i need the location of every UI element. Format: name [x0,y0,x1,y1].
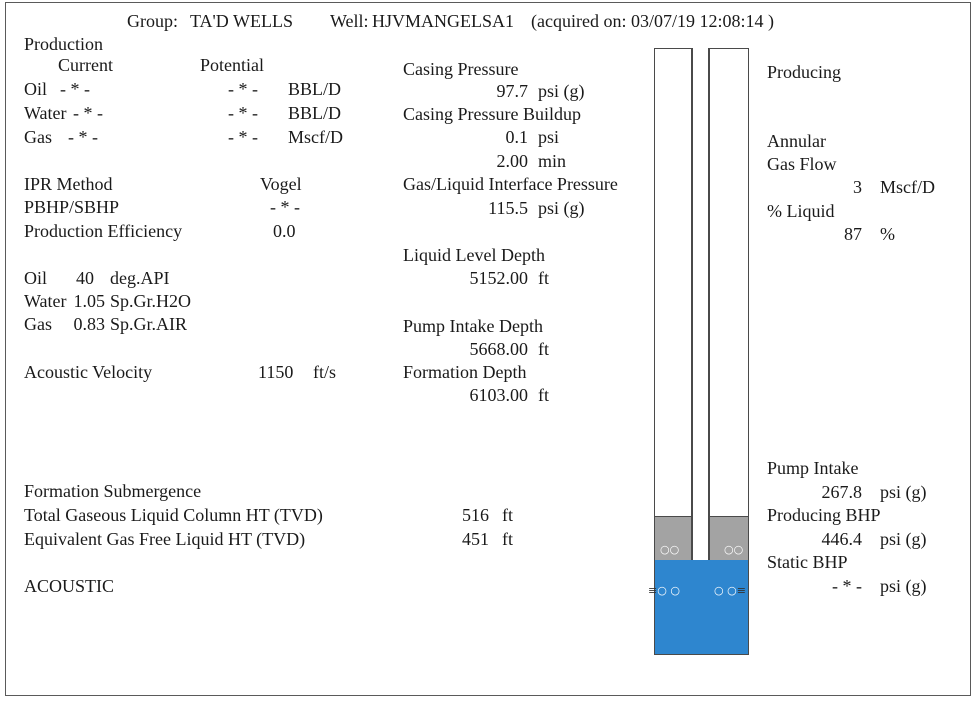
gas-bubbles-upper: ○○ [660,543,680,556]
equivalent-gas-free-unit: ft [502,529,513,549]
liquid-level-depth-value: 5152.00 [469,268,528,288]
formation-depth-value: 6103.00 [469,385,528,405]
production-water-label: Water [24,103,67,123]
pbhp-sbhp-label: PBHP/SBHP [24,197,120,217]
well-label: Well: [330,11,369,31]
equivalent-gas-free-label: Equivalent Gas Free Liquid HT (TVD) [24,529,306,549]
fluid-gas-unit: Sp.Gr.AIR [110,314,188,334]
pbhp-sbhp-value: - * - [270,197,300,217]
percent-liquid-label: % Liquid [767,201,835,221]
interface-pressure-label: Gas/Liquid Interface Pressure [403,174,618,194]
producing-bhp-value: 446.4 [821,529,862,549]
annular-gas-flow-value: 3 [853,177,862,197]
acoustic-velocity-unit: ft/s [313,362,337,382]
gas-flow-label: Gas Flow [767,154,837,174]
casing-pressure-buildup-label: Casing Pressure Buildup [403,104,581,124]
production-gas-potential: - * - [228,127,258,147]
production-col-current: Current [58,55,113,75]
total-gaseous-column-value: 516 [462,505,489,525]
casing-pressure-unit: psi (g) [538,81,585,101]
acoustic-velocity-label: Acoustic Velocity [24,362,153,382]
interface-pressure-value: 115.5 [488,198,528,218]
production-efficiency-label: Production Efficiency [24,221,183,241]
casing-pressure-buildup-value: 0.1 [505,127,528,147]
group-label: Group: [127,11,178,31]
percent-liquid-value: 87 [844,224,862,244]
buildup-time-unit: min [538,151,567,171]
tubing-bore [693,48,708,560]
formation-depth-unit: ft [538,385,549,405]
equivalent-gas-free-value: 451 [462,529,489,549]
casing-pressure-label: Casing Pressure [403,59,519,79]
production-gas-current: - * - [68,127,98,147]
casing-pressure-buildup-unit: psi [538,127,560,147]
percent-liquid-unit: % [880,224,895,244]
fluid-water-unit: Sp.Gr.H2O [110,291,192,311]
formation-submergence-title: Formation Submergence [24,481,202,501]
buildup-time-value: 2.00 [496,151,528,171]
perforations-right: ○ ○≡ [714,584,746,597]
production-water-potential: - * - [228,103,258,123]
production-efficiency-value: 0.0 [273,221,296,241]
static-bhp-unit: psi (g) [880,576,927,596]
static-bhp-value: - * - [832,576,862,596]
interface-pressure-unit: psi (g) [538,198,585,218]
production-oil-potential: - * - [228,79,258,99]
total-gaseous-column-label: Total Gaseous Liquid Column HT (TVD) [24,505,323,525]
tubing-right-wall [708,48,710,560]
well-value: HJVMANGELSA1 [372,11,515,31]
fluid-oil-value: 40 [76,268,94,288]
production-col-potential: Potential [200,55,264,75]
casing-pressure-value: 97.7 [496,81,528,101]
producing-bhp-label: Producing BHP [767,505,881,525]
fluid-gas-label: Gas [24,314,52,334]
static-bhp-label: Static BHP [767,552,848,572]
pump-intake-depth-unit: ft [538,339,549,359]
gas-bubbles-upper-right: ○○ [724,543,744,556]
pump-intake-value: 267.8 [821,482,862,502]
perforations-left: ≡○ ○ [648,584,680,597]
annular-gas-flow-unit: Mscf/D [880,177,935,197]
production-water-unit: BBL/D [288,103,342,123]
formation-depth-label: Formation Depth [403,362,527,382]
pump-intake-depth-value: 5668.00 [469,339,528,359]
fluid-gas-value: 0.83 [73,314,105,334]
acoustic-mode-label: ACOUSTIC [24,576,115,596]
liquid-level-depth-unit: ft [538,268,549,288]
pump-intake-unit: psi (g) [880,482,927,502]
fluid-water-value: 1.05 [73,291,105,311]
group-value: TA'D WELLS [190,11,293,31]
ipr-method-label: IPR Method [24,174,113,194]
production-gas-unit: Mscf/D [288,127,343,147]
production-gas-label: Gas [24,127,52,147]
annular-label: Annular [767,131,826,151]
pump-intake-depth-label: Pump Intake Depth [403,316,543,336]
production-water-current: - * - [73,103,103,123]
wellbore-diagram [646,48,756,658]
acquired-timestamp: (acquired on: 03/07/19 12:08:14 ) [531,11,774,31]
production-title: Production [24,34,103,54]
liquid-column [655,560,748,654]
production-oil-unit: BBL/D [288,79,342,99]
production-oil-current: - * - [60,79,90,99]
fluid-water-label: Water [24,291,67,311]
acoustic-velocity-value: 1150 [258,362,294,382]
ipr-method-value: Vogel [260,174,302,194]
production-oil-label: Oil [24,79,48,99]
well-status: Producing [767,62,841,82]
total-gaseous-column-unit: ft [502,505,513,525]
pump-intake-label: Pump Intake [767,458,859,478]
liquid-level-depth-label: Liquid Level Depth [403,245,545,265]
fluid-oil-label: Oil [24,268,48,288]
producing-bhp-unit: psi (g) [880,529,927,549]
fluid-oil-unit: deg.API [110,268,170,288]
